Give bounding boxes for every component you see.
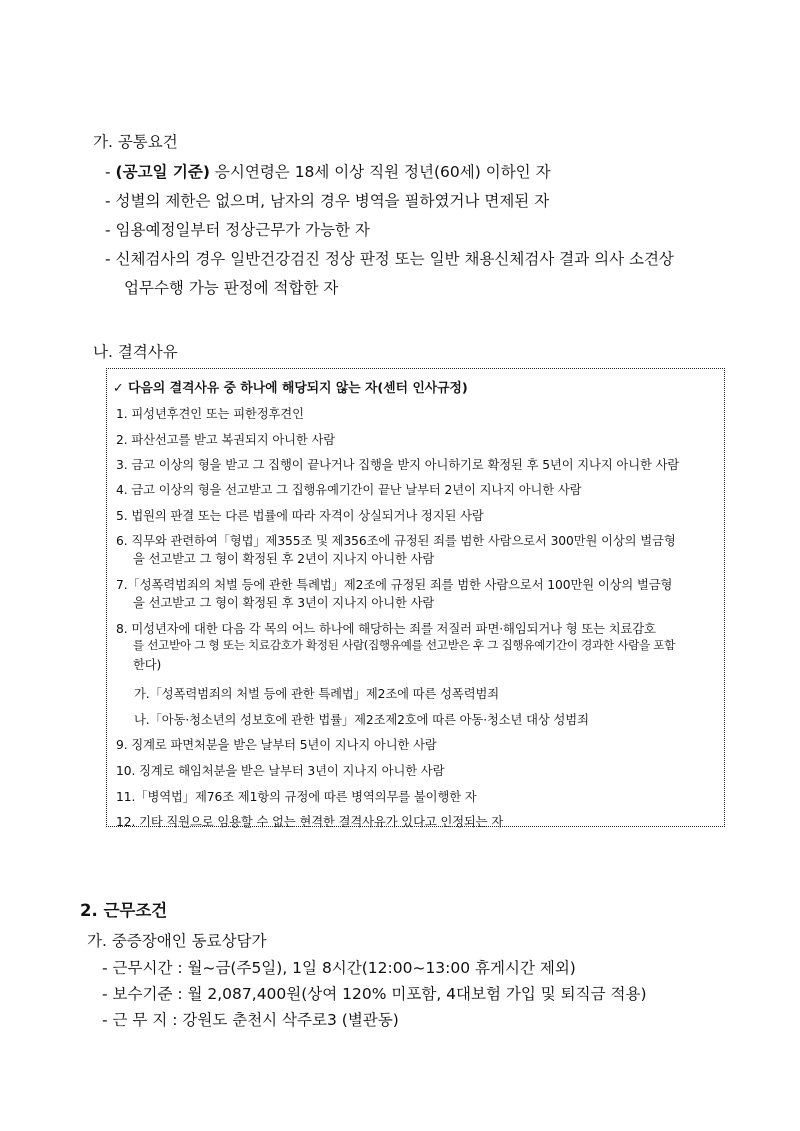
requirement-gender-text: 성별의 제한은 없으며, 남자의 경우 병역을 필하였거나 면제된 자 — [115, 192, 550, 210]
position-title: 가. 중증장애인 동료상담가 — [87, 932, 267, 950]
dash-prefix: - — [105, 250, 116, 268]
requirement-health — [105, 247, 674, 269]
disqualification-item-11: 11.「병역법」제76조 제1항의 규정에 따른 병역의무를 불이행한 자 — [116, 790, 477, 804]
disqualification-item-8: 8. 미성년자에 대한 다음 각 목의 어느 하나에 해당하는 죄를 저질러 파면·해임되거나 형 또는 치료감호 — [116, 622, 656, 636]
requirement-health-text: 신체검사의 경우 일반건강검진 정상 판정 또는 일반 채용신체검사 결과 의사 소견상 — [115, 250, 674, 268]
disqualification-item-1: 1. 피성년후견인 또는 피한정후견인 — [116, 407, 304, 421]
common-requirements-heading: 가. 공통요건 — [93, 133, 178, 151]
requirement-health-continued: 업무수행 가능 판정에 적합한 자 — [124, 279, 339, 297]
disqualification-item-7: 7.「성폭력범죄의 처벌 등에 관한 특례법」제2조에 규정된 죄를 범한 사람으로서 100만원 이상의 벌금형 — [116, 578, 673, 592]
dash-prefix: - — [105, 221, 116, 239]
disqualification-item-5: 5. 법원의 판결 또는 다른 법률에 따라 자격이 상실되거나 정지된 사람 — [116, 509, 484, 523]
working-hours: - 근무시간 : 월~금(주5일), 1일 8시간(12:00~13:00 휴게시간 제외) — [102, 959, 576, 977]
dash-prefix: - — [105, 163, 116, 181]
disqualification-item-3: 3. 금고 이상의 형을 받고 그 집행이 끝나거나 집행을 받지 아니하기로 확정된 후 5년이 지나지 아니한 사람 — [116, 458, 680, 472]
disqualification-item-4: 4. 금고 이상의 형을 선고받고 그 집행유예기간이 끝난 날부터 2년이 지나지 아니한 사람 — [116, 483, 582, 497]
requirement-age-text: 응시연령은 18세 이상 직원 정년(60세) 이하인 자 — [209, 163, 551, 181]
requirement-availability-text: 임용예정일부터 정상근무가 가능한 자 — [115, 221, 370, 239]
disqualification-item-8-continued: 를 선고받아 그 형 또는 치료감호가 확정된 사람(집행유예를 선고받은 후 그 집행유예기간이 경과한 사람을 포함 — [133, 638, 676, 652]
requirement-availability — [105, 218, 370, 240]
requirement-gender — [105, 189, 549, 211]
work-location: - 근 무 지 : 강원도 춘천시 삭주로3 (별관동) — [102, 1011, 399, 1029]
disqualification-item-6: 6. 직무와 관련하여「형법」제355조 및 제356조에 규정된 죄를 범한 사람으로서 300만원 이상의 벌금형 — [116, 534, 676, 548]
disqualification-subitem-b: 나.「아동·청소년의 성보호에 관한 법률」제2조제2호에 따른 아동·청소년 대상 성범죄 — [134, 713, 589, 727]
disqualification-box-title: ✓ 다음의 결격사유 중 하나에 해당되지 않는 자(센터 인사규정) — [113, 381, 468, 396]
disqualification-item-9: 9. 징계로 파면처분을 받은 날부터 5년이 지나지 아니한 사람 — [116, 738, 437, 752]
disqualification-item-2: 2. 파산선고를 받고 복권되지 아니한 사람 — [116, 433, 336, 447]
dash-prefix: - — [105, 192, 116, 210]
disqualification-item-7-continued: 을 선고받고 그 형이 확정된 후 3년이 지나지 아니한 사람 — [133, 596, 435, 610]
disqualification-item-12: 12. 기타 직원으로 임용할 수 없는 현격한 결격사유가 있다고 인정되는 자 — [116, 815, 504, 829]
salary-standard: - 보수기준 : 월 2,087,400원(상여 120% 미포함, 4대보험 가입 및 퇴직금 적용) — [102, 985, 647, 1003]
disqualification-item-6-continued: 을 선고받고 그 형이 확정된 후 2년이 지나지 아니한 사람 — [133, 552, 435, 566]
disqualification-heading: 나. 결격사유 — [93, 343, 178, 361]
requirement-age — [105, 160, 551, 182]
disqualification-item-8-end: 한다) — [133, 658, 162, 672]
disqualification-subitem-a: 가.「성폭력범죄의 처벌 등에 관한 특례법」제2조에 따른 성폭력범죄 — [134, 687, 500, 701]
working-conditions-heading: 2. 근무조건 — [80, 901, 168, 920]
disqualification-item-10: 10. 징계로 해임처분을 받은 날부터 3년이 지나지 아니한 사람 — [116, 764, 445, 778]
requirement-age-emphasis: (공고일 기준) — [115, 163, 210, 181]
